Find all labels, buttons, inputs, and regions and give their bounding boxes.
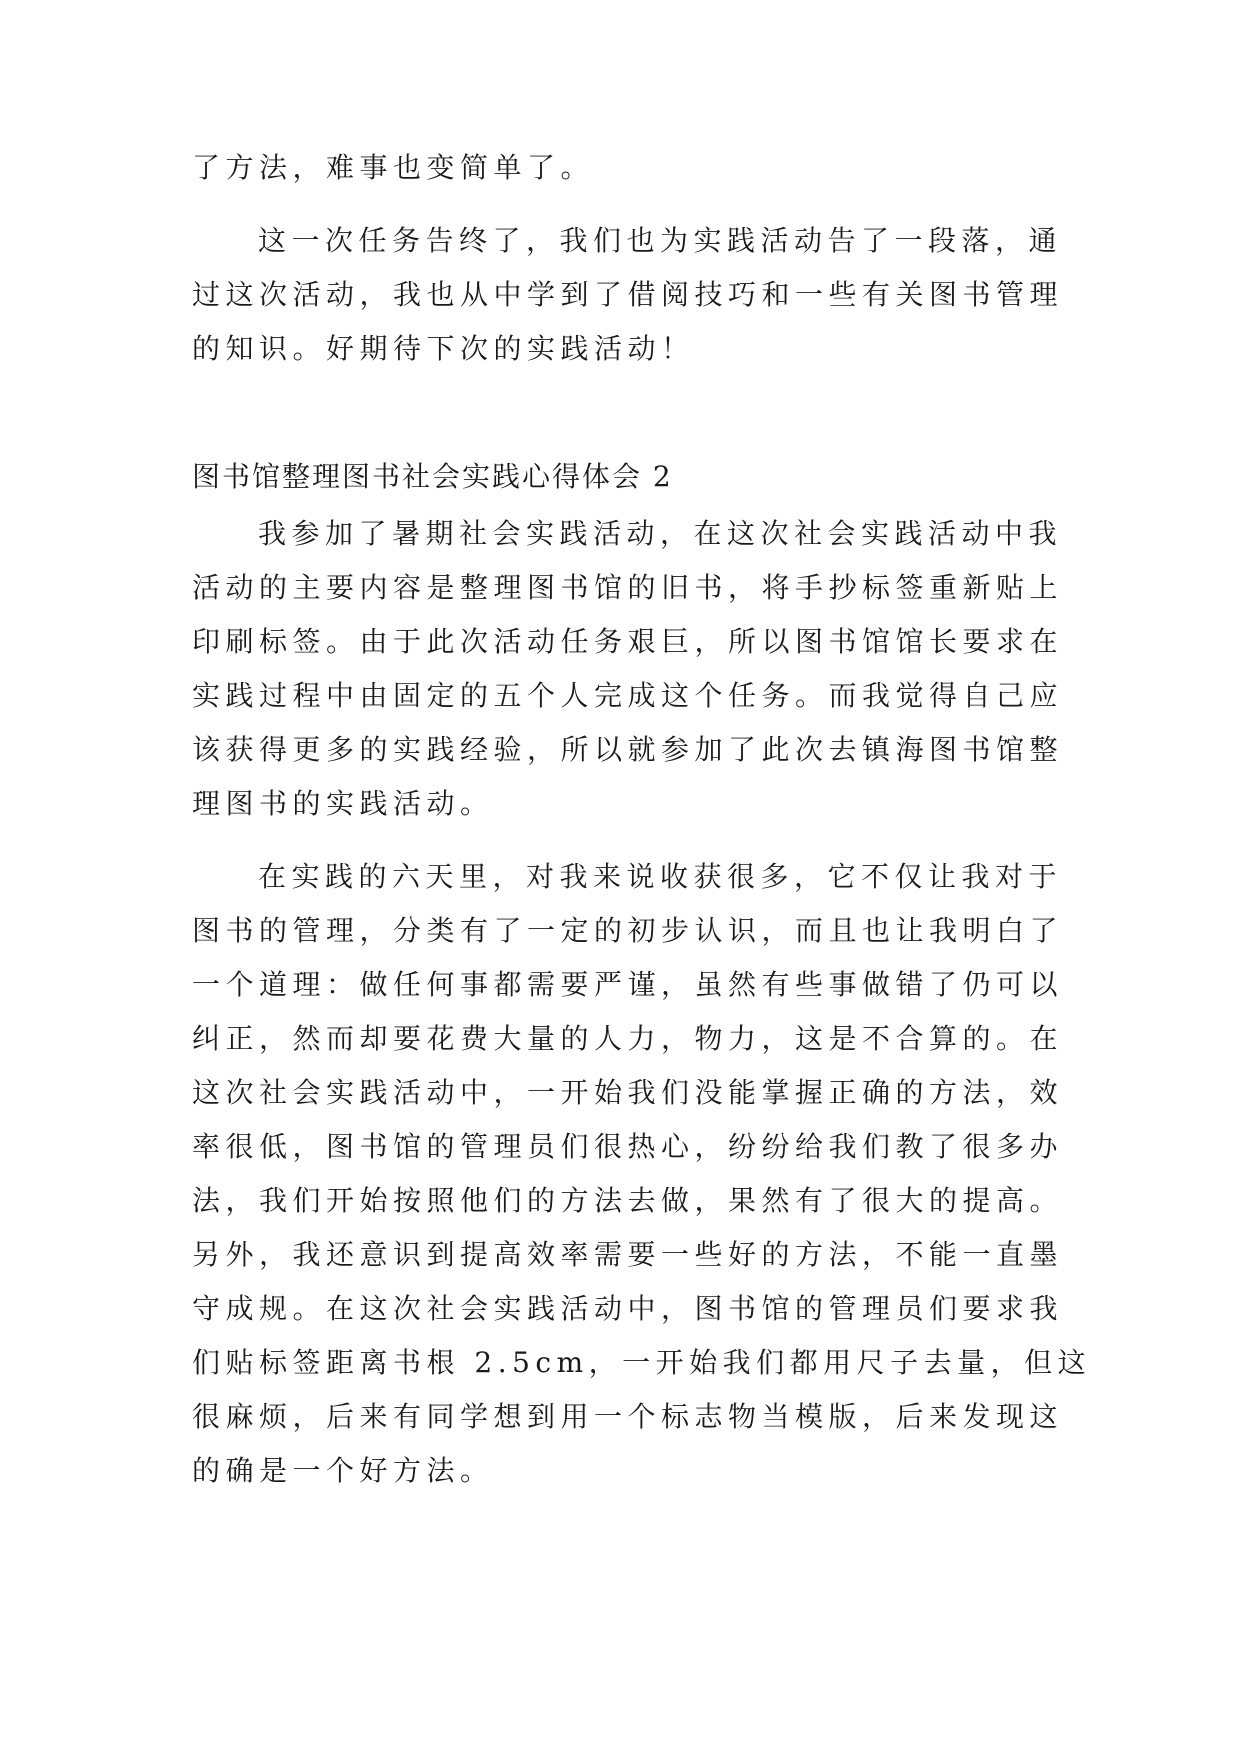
paragraph-line: 过这次活动，我也从中学到了借阅技巧和一些有关图书管理: [192, 278, 1064, 311]
paragraph-line: 的知识。好期待下次的实践活动！: [192, 332, 695, 365]
paragraph-line: 了方法，难事也变简单了。: [192, 151, 595, 184]
paragraph-line: 实践过程中由固定的五个人完成这个任务。而我觉得自己应: [192, 679, 1064, 712]
paragraph-line: 活动的主要内容是整理图书馆的旧书，将手抄标签重新贴上: [192, 571, 1064, 604]
paragraph-line: 另外，我还意识到提高效率需要一些好的方法，不能一直墨: [192, 1238, 1064, 1271]
paragraph-line: 法，我们开始按照他们的方法去做，果然有了很大的提高。: [192, 1184, 1064, 1217]
paragraph-line: 这次社会实践活动中，一开始我们没能掌握正确的方法，效: [192, 1076, 1064, 1109]
paragraph-line: 印刷标签。由于此次活动任务艰巨，所以图书馆馆长要求在: [192, 625, 1064, 658]
paragraph-line: 的确是一个好方法。: [192, 1454, 494, 1487]
paragraph-line: 很麻烦，后来有同学想到用一个标志物当模版，后来发现这: [192, 1400, 1064, 1433]
paragraph-line: 一个道理：做任何事都需要严谨，虽然有些事做错了仍可以: [192, 968, 1064, 1001]
paragraph-line: 这一次任务告终了，我们也为实践活动告了一段落，通: [258, 224, 1063, 257]
paragraph-line: 守成规。在这次社会实践活动中，图书馆的管理员们要求我: [192, 1292, 1064, 1325]
paragraph-line: 在实践的六天里，对我来说收获很多，它不仅让我对于: [258, 860, 1063, 893]
paragraph-line: 图书的管理，分类有了一定的初步认识，而且也让我明白了: [192, 914, 1064, 947]
paragraph-line: 们贴标签距离书根 2.5cm，一开始我们都用尺子去量，但这: [192, 1346, 1092, 1379]
paragraph-line: 率很低，图书馆的管理员们很热心，纷纷给我们教了很多办: [192, 1130, 1064, 1163]
paragraph-line: 我参加了暑期社会实践活动，在这次社会实践活动中我: [258, 517, 1063, 550]
paragraph-line: 理图书的实践活动。: [192, 787, 494, 820]
paragraph-line: 纠正，然而却要花费大量的人力，物力，这是不合算的。在: [192, 1022, 1064, 1055]
paragraph-line: 该获得更多的实践经验，所以就参加了此次去镇海图书馆整: [192, 733, 1064, 766]
section-heading: 图书馆整理图书社会实践心得体会 2: [192, 460, 673, 493]
